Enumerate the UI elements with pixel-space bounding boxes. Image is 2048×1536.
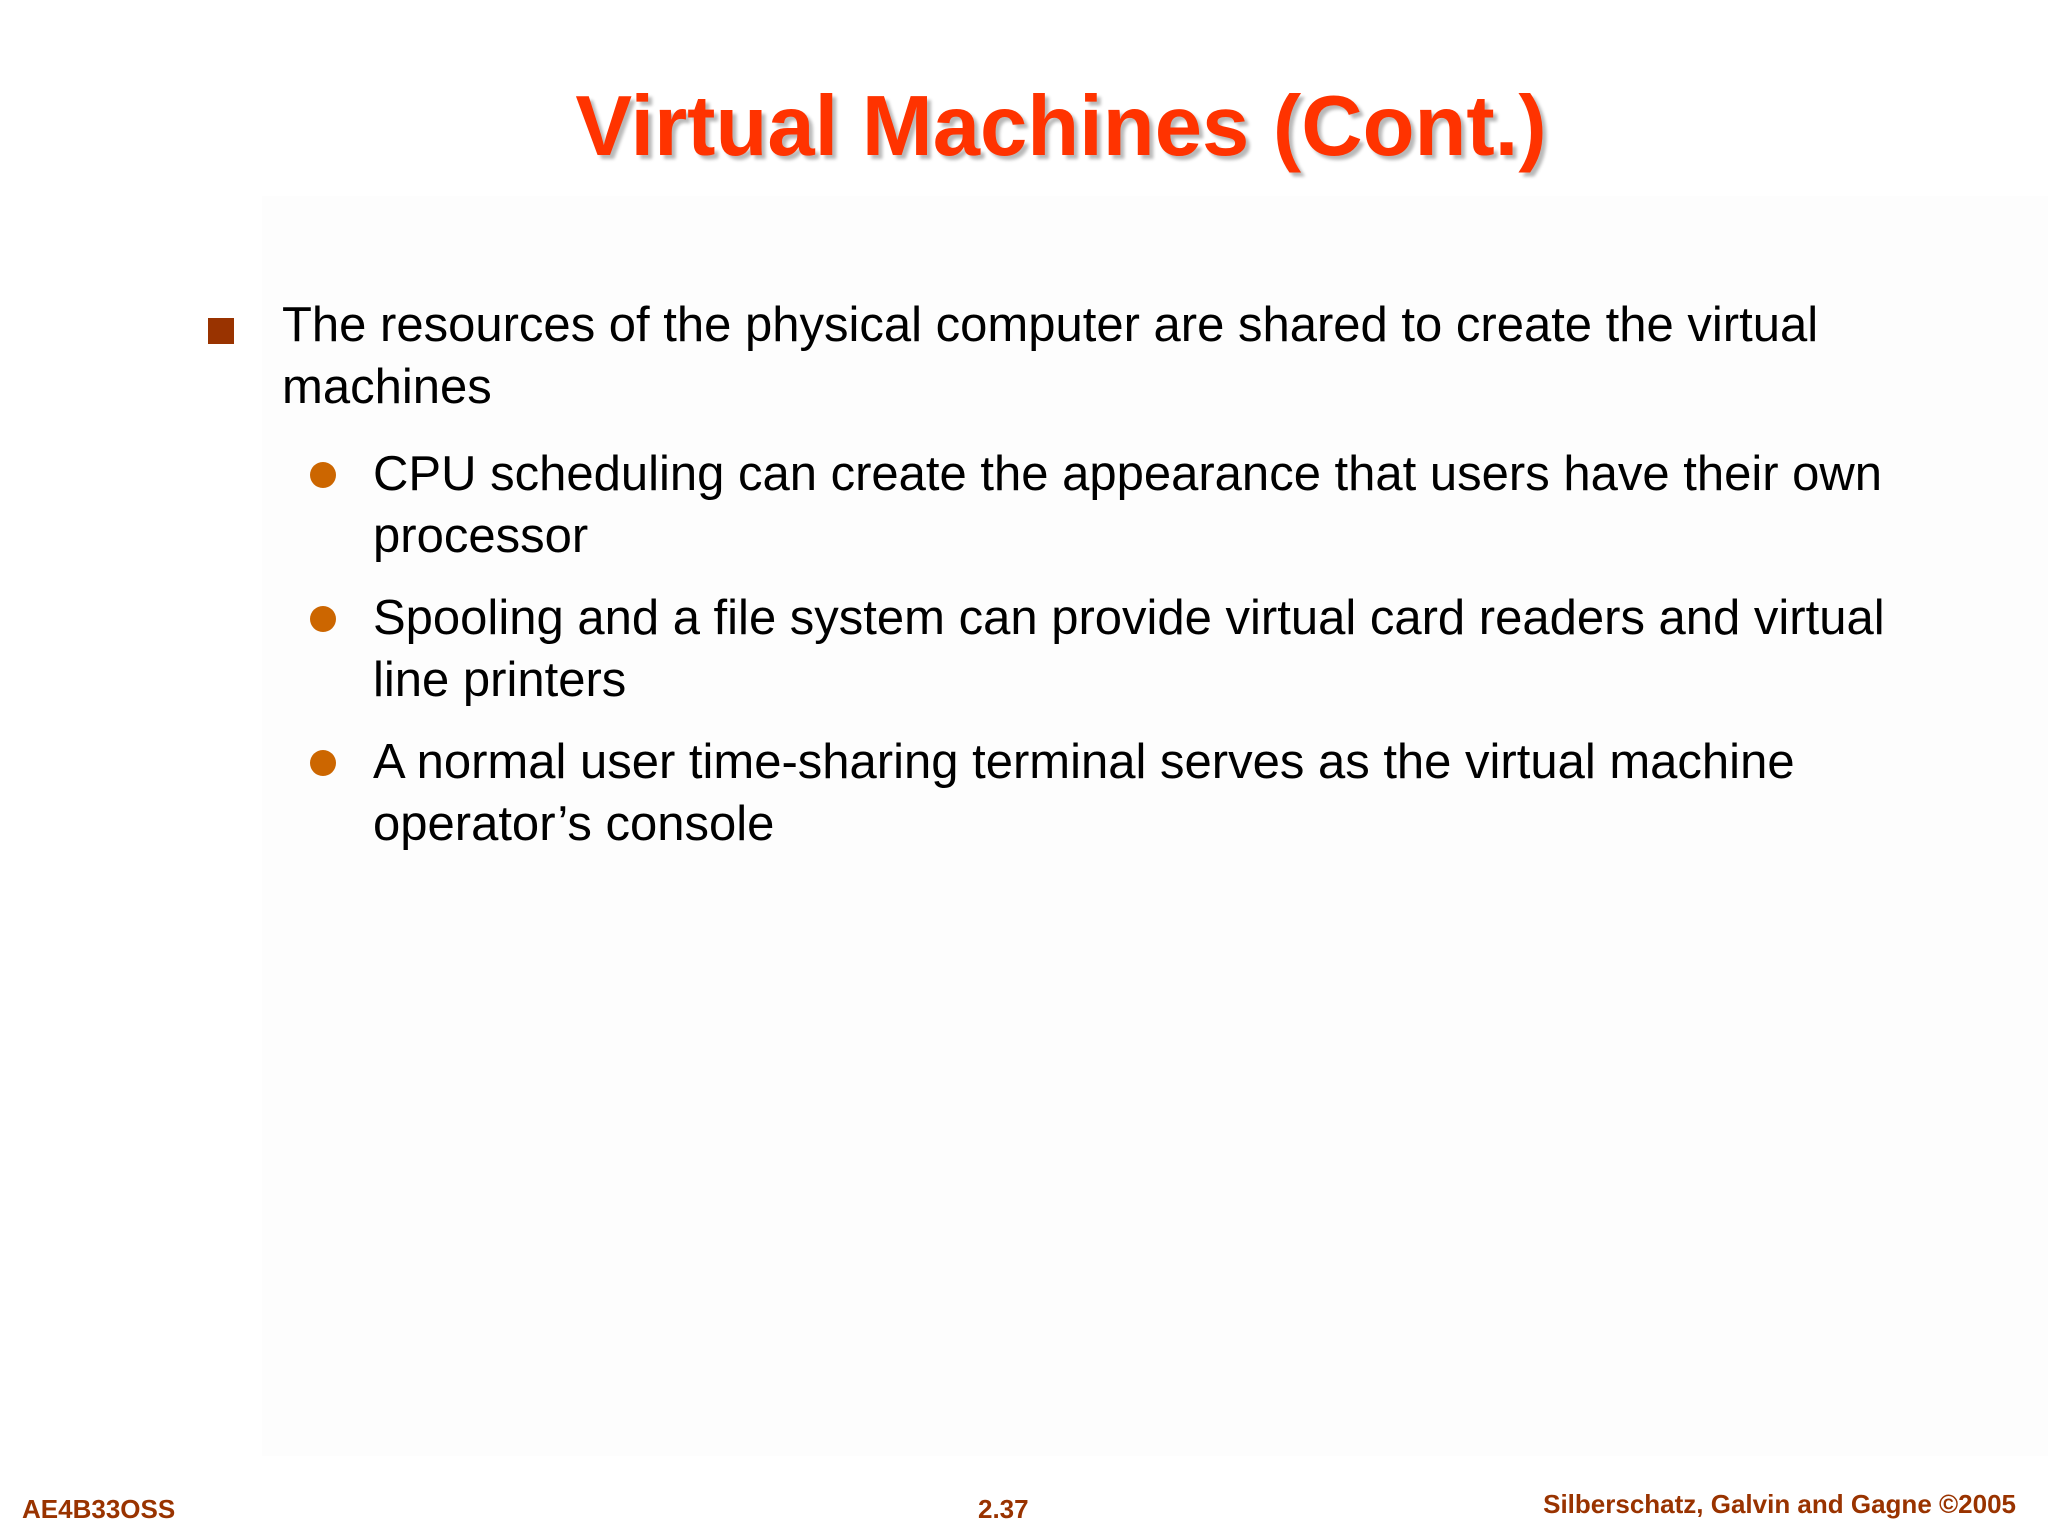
square-bullet-icon	[208, 318, 234, 344]
sub-bullet-item: Spooling and a file system can provide virtual card readers and virtual line printers	[373, 591, 1885, 707]
sub-bullet-item: A normal user time-sharing terminal serves as the virtual machine operator’s console	[373, 735, 1795, 851]
footer-copyright: Silberschatz, Galvin and Gagne ©2005	[1543, 1489, 2016, 1519]
slide-title: Virtual Machines (Cont.)	[575, 79, 1547, 174]
round-bullet-icon	[310, 462, 336, 488]
footer-course-code: AE4B33OSS	[22, 1494, 176, 1524]
round-bullet-icon	[310, 750, 336, 776]
round-bullet-icon	[310, 606, 336, 632]
footer-slide-number: 2.37	[978, 1494, 1029, 1524]
bullet-item: The resources of the physical computer are shared to create the virtual machines	[282, 298, 1819, 414]
sub-bullet-item: CPU scheduling can create the appearance that users have their own processor	[373, 447, 1883, 563]
